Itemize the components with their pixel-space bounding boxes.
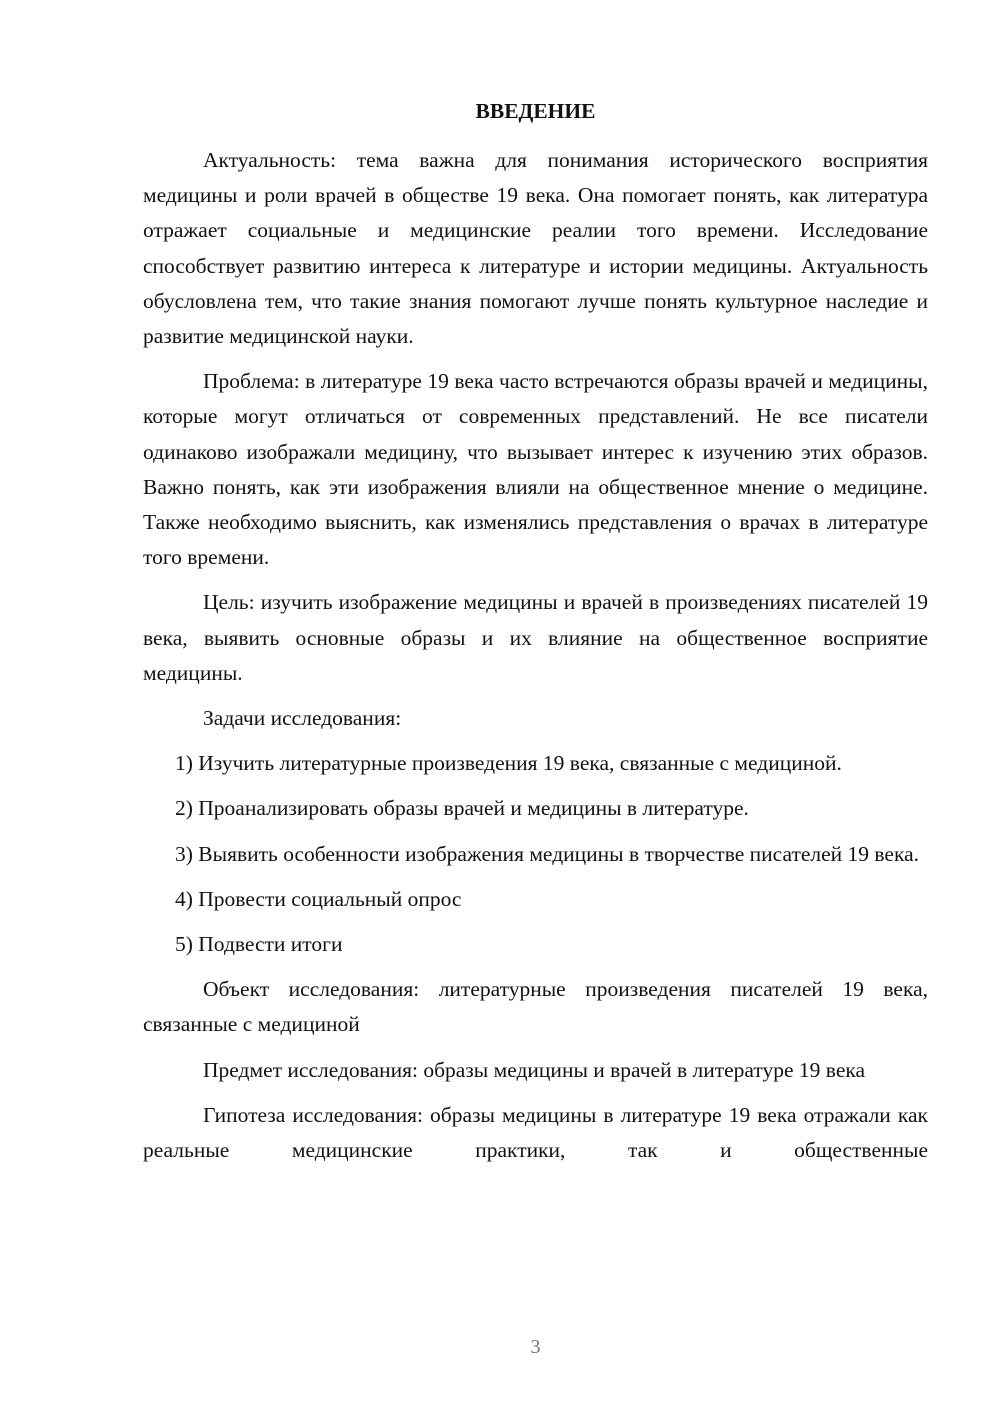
paragraph-problem: Проблема: в литературе 19 века часто встречаются образы врачей и медицины, которые могут отличаться от современных представлений. Не все писатели одинаково изображали медицину, что вызывает интерес к изучению этих образов. Важно понять, как эти изображения влияли на общественное мнение о медицине. Также необходимо выяснить, как изменялись представления о врачах в литературе того времени. <box>143 369 928 570</box>
paragraph-object: Объект исследования: литературные произведения писателей 19 века, связанные с медициной <box>143 977 928 1037</box>
page-number: 3 <box>530 1336 541 1358</box>
paragraph-tasks-heading: Задачи исследования: <box>203 706 402 731</box>
task-item: 4) Провести социальный опрос <box>175 886 462 911</box>
paragraph-goal: Цель: изучить изображение медицины и врачей в произведениях писателей 19 века, выявить основные образы и их влияние на общественное восприятие медицины. <box>143 590 928 685</box>
paragraph-hypothesis: Гипотеза исследования: образы медицины в литературе 19 века отражали как реальные медицинские практики, так и общественные <box>143 1102 928 1163</box>
task-item: 5) Подвести итоги <box>175 932 343 957</box>
task-item: 3) Выявить особенности изображения медицины в творчестве писателей 19 века. <box>175 841 920 866</box>
page-heading: ВВЕДЕНИЕ <box>475 99 596 123</box>
paragraph-relevance: Актуальность: тема важна для понимания исторического восприятия медицины и роли врачей в обществе 19 века. Она помогает понять, как литература отражает социальные и медицинские реалии того времени. Исследование способствует развитию интереса к литературе и истории медицины. Актуальность обусловлена тем, что такие знания помогают лучше понять культурное наследие и развитие медицинской науки. <box>143 148 928 349</box>
task-item: 2) Проанализировать образы врачей и медицины в литературе. <box>175 796 749 821</box>
paragraph-subject: Предмет исследования: образы медицины и врачей в литературе 19 века <box>203 1057 866 1082</box>
document-body <box>143 143 928 1178</box>
task-item: 1) Изучить литературные произведения 19 века, связанные с медициной. <box>175 751 842 776</box>
